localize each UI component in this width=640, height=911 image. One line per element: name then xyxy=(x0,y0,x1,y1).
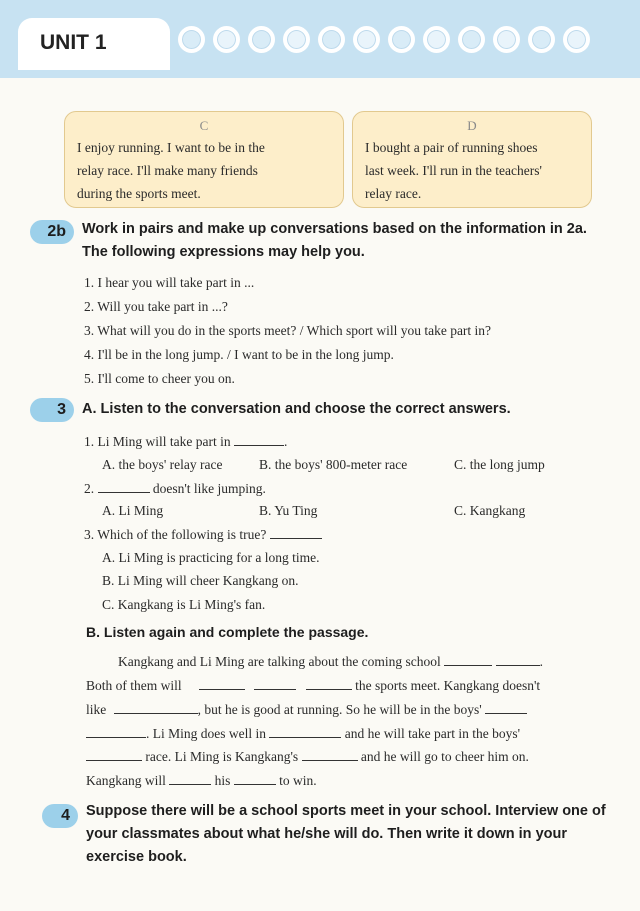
passage-blank[interactable] xyxy=(199,677,245,690)
card-line: during the sports meet. xyxy=(77,186,201,201)
passage-text: Kangkang will xyxy=(86,773,166,788)
circle-icon xyxy=(248,26,275,53)
option: A. Li Ming xyxy=(102,503,164,518)
circle-icon xyxy=(283,26,310,53)
passage-text: and he will go to cheer him on. xyxy=(360,749,529,764)
question-text: doesn't like jumping. xyxy=(152,481,266,496)
circle-icon xyxy=(178,26,205,53)
question-text: 3. Which of the following is true? xyxy=(84,527,267,542)
card-line: I enjoy running. I want to be in the xyxy=(77,140,265,155)
expression-item: 3. What will you do in the sports meet? / Which sport will you take part in? xyxy=(84,323,492,338)
circle-icon xyxy=(388,26,415,53)
section-badge-2b: 2b xyxy=(30,220,74,244)
section-3a-heading: A. Listen to the conversation and choose the correct answers. xyxy=(82,401,511,417)
passage-line-1 xyxy=(118,653,543,671)
passage-text: , but he is good at running. So he will be in the boys' xyxy=(197,702,482,717)
section-3b-heading: B. Listen again and complete the passage. xyxy=(86,624,369,640)
unit-title: UNIT 1 xyxy=(40,31,107,54)
passage-blank[interactable] xyxy=(496,653,540,666)
passage-blank[interactable] xyxy=(234,772,276,785)
passage-text: Both of them will xyxy=(86,678,182,693)
section-4-heading: Suppose there will be a school sports meet in your school. Interview one of your classmates about what he/she will do. Then write it down in your exercise book. xyxy=(86,803,606,865)
answer-blank[interactable] xyxy=(234,433,284,446)
answer-blank[interactable] xyxy=(98,480,150,493)
passage-blank[interactable] xyxy=(254,677,296,690)
passage-text: and he will take part in the boys' xyxy=(344,726,521,741)
passage-blank[interactable] xyxy=(86,748,142,761)
expression-item: 1. I hear you will take part in ... xyxy=(84,275,255,290)
card-letter: D xyxy=(467,118,477,133)
question-text: 1. Li Ming will take part in xyxy=(84,434,231,449)
expression-item: 2. Will you take part in ...? xyxy=(84,299,228,314)
expression-item: 5. I'll come to cheer you on. xyxy=(84,371,235,386)
option: C. the long jump xyxy=(454,457,545,472)
section-badge-3: 3 xyxy=(30,398,74,422)
passage-blank[interactable] xyxy=(485,701,527,714)
circle-icon xyxy=(563,26,590,53)
option: A. Li Ming is practicing for a long time. xyxy=(102,550,320,565)
question-3 xyxy=(84,526,322,544)
passage-blank[interactable] xyxy=(306,677,352,690)
option: B. Li Ming will cheer Kangkang on. xyxy=(102,573,299,588)
option: C. Kangkang xyxy=(454,503,526,518)
unit-header xyxy=(0,0,640,78)
passage-text: race. Li Ming is Kangkang's xyxy=(145,749,299,764)
passage-line-3 xyxy=(86,701,527,719)
passage-text: . Li Ming does well in xyxy=(146,726,266,741)
option: B. Yu Ting xyxy=(259,503,318,518)
circle-icon xyxy=(458,26,485,53)
card-c xyxy=(64,111,344,208)
passage-blank[interactable] xyxy=(269,725,341,738)
answer-blank[interactable] xyxy=(270,526,322,539)
question-number: 2. xyxy=(84,481,95,496)
passage-blank[interactable] xyxy=(114,701,198,714)
circle-icon xyxy=(528,26,555,53)
option: C. Kangkang is Li Ming's fan. xyxy=(102,597,266,612)
question-end: . xyxy=(283,434,288,449)
expression-item: 4. I'll be in the long jump. / I want to be in the long jump. xyxy=(84,347,394,362)
circle-icon xyxy=(493,26,520,53)
passage-line-2 xyxy=(86,677,540,695)
passage-blank[interactable] xyxy=(444,653,492,666)
passage-text: to win. xyxy=(279,773,317,788)
passage-text: his xyxy=(214,773,231,788)
card-line: I bought a pair of running shoes xyxy=(365,140,538,155)
card-d xyxy=(352,111,592,208)
passage-text: like xyxy=(86,702,107,717)
card-line: relay race. I'll make many friends xyxy=(77,163,258,178)
section-2b-heading: Work in pairs and make up conversations based on the information in 2a. The following expressions may help you. xyxy=(82,221,587,260)
passage-line-6 xyxy=(86,772,317,790)
passage-line-4 xyxy=(86,725,520,743)
passage-text: the sports meet. Kangkang doesn't xyxy=(355,678,541,693)
circle-icon xyxy=(353,26,380,53)
passage-blank[interactable] xyxy=(86,725,146,738)
option: A. the boys' relay race xyxy=(102,457,223,472)
passage-text: Kangkang and Li Ming are talking about the coming school xyxy=(118,654,441,669)
section-badge-4: 4 xyxy=(42,804,78,828)
option: B. the boys' 800-meter race xyxy=(259,457,408,472)
question-1 xyxy=(84,433,287,451)
card-line: last week. I'll run in the teachers' xyxy=(365,163,542,178)
circle-icon xyxy=(423,26,450,53)
question-2 xyxy=(84,480,266,498)
decorative-circles xyxy=(178,26,590,53)
passage-text: . xyxy=(539,654,543,669)
passage-blank[interactable] xyxy=(302,748,358,761)
passage-blank[interactable] xyxy=(169,772,211,785)
circle-icon xyxy=(213,26,240,53)
circle-icon xyxy=(318,26,345,53)
card-line: relay race. xyxy=(365,186,422,201)
passage-line-5 xyxy=(86,748,529,766)
card-letter: C xyxy=(199,118,209,133)
